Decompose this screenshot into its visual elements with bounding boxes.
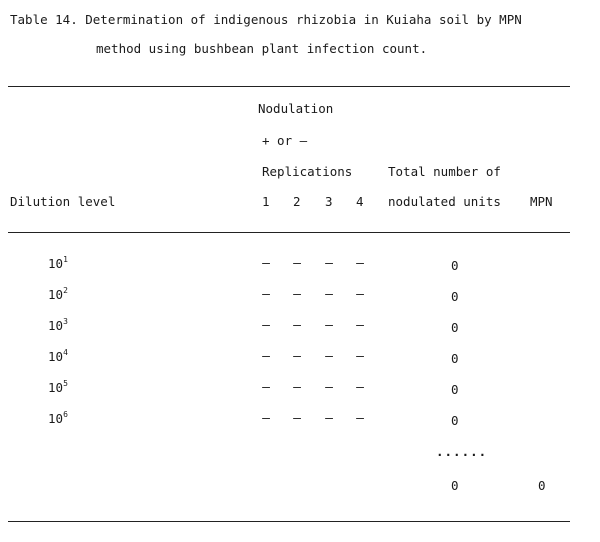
rep-cell: – (293, 411, 301, 426)
rep-cell: – (293, 349, 301, 364)
rep-cell: – (293, 318, 301, 333)
rep-cell: – (262, 318, 270, 333)
rep-cell: – (356, 318, 364, 333)
rep-cell: – (356, 411, 364, 426)
rep-cell: – (262, 349, 270, 364)
rep-cell: – (293, 256, 301, 271)
total-cell: 0 (451, 258, 459, 273)
table-caption-line-2: method using bushbean plant infection count. (96, 41, 428, 56)
header-dilution-level: Dilution level (10, 194, 116, 209)
bottom-rule (8, 521, 570, 522)
rep-cell: – (356, 349, 364, 364)
rep-cell: – (325, 349, 333, 364)
table-caption-line-1: Table 14. Determination of indigenous rhizobia in Kuiaha soil by MPN (10, 12, 522, 27)
header-rep-4: 4 (356, 194, 364, 209)
total-cell: 0 (451, 320, 459, 335)
header-rule (8, 232, 570, 233)
summary-total: 0 (451, 478, 459, 493)
top-rule (8, 86, 570, 87)
header-total-line-1: Total number of (388, 164, 501, 179)
dilution-cell: $10^5$ (48, 379, 68, 396)
header-plus-or-minus: + or – (262, 133, 308, 148)
header-mpn: MPN (530, 194, 553, 209)
rep-cell: – (262, 380, 270, 395)
rep-cell: – (325, 318, 333, 333)
rep-cell: – (356, 287, 364, 302)
rep-cell: – (356, 380, 364, 395)
rep-cell: – (325, 411, 333, 426)
dilution-cell: $10^6$ (48, 410, 68, 427)
dilution-cell: $10^3$ (48, 317, 68, 334)
summation-dots: ...... (436, 444, 488, 459)
header-total-line-2: nodulated units (388, 194, 501, 209)
header-rep-3: 3 (325, 194, 333, 209)
rep-cell: – (262, 287, 270, 302)
rep-cell: – (325, 380, 333, 395)
rep-cell: – (293, 380, 301, 395)
dilution-cell: $10^4$ (48, 348, 68, 365)
header-rep-2: 2 (293, 194, 301, 209)
header-rep-1: 1 (262, 194, 270, 209)
header-replications: Replications (262, 164, 353, 179)
rep-cell: – (325, 256, 333, 271)
total-cell: 0 (451, 289, 459, 304)
dilution-cell: $10^1$ (48, 255, 68, 272)
rep-cell: – (262, 256, 270, 271)
header-nodulation: Nodulation (258, 101, 334, 116)
summary-mpn: 0 (538, 478, 546, 493)
rep-cell: – (356, 256, 364, 271)
dilution-cell: $10^2$ (48, 286, 68, 303)
total-cell: 0 (451, 413, 459, 428)
rep-cell: – (325, 287, 333, 302)
total-cell: 0 (451, 382, 459, 397)
rep-cell: – (293, 287, 301, 302)
total-cell: 0 (451, 351, 459, 366)
rep-cell: – (262, 411, 270, 426)
